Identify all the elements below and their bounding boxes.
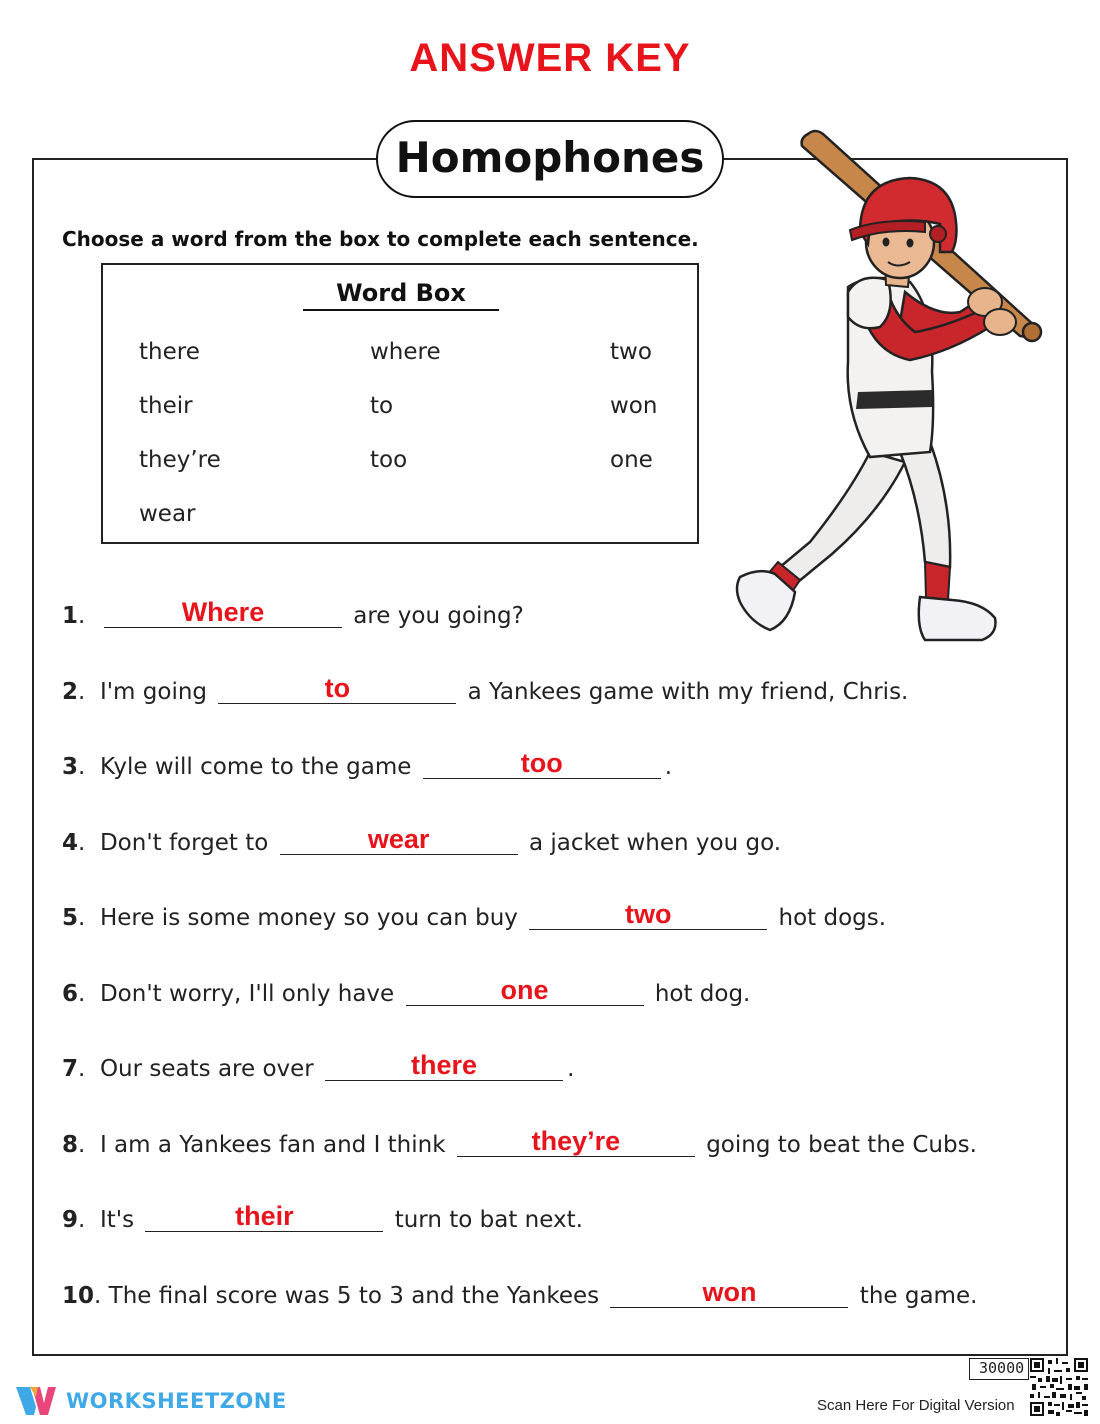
question-4: 4. Don't forget to wear a jacket when you go.: [62, 824, 782, 856]
word-box-word: too: [370, 447, 408, 473]
answer-text: two: [624, 899, 672, 929]
question-text-after: a Yankees game with my friend, Chris.: [467, 679, 909, 705]
page-title: Homophones: [376, 120, 724, 198]
question-text-after: .: [567, 1056, 575, 1082]
answer-blank[interactable]: [529, 899, 767, 930]
qr-code-icon[interactable]: [1030, 1358, 1088, 1416]
word-box-word: won: [610, 393, 658, 419]
question-7: 7. Our seats are over there .: [62, 1050, 575, 1082]
question-number: 3: [62, 754, 79, 780]
question-text-after: .: [664, 754, 673, 780]
word-box-word: wear: [139, 501, 196, 527]
worksheet-code: 30000: [969, 1358, 1029, 1380]
answer-key-heading: ANSWER KEY: [409, 36, 691, 80]
answer-blank[interactable]: [280, 824, 518, 855]
instructions-text: Choose a word from the box to complete each sentence.: [62, 227, 699, 251]
answer-blank[interactable]: [406, 975, 644, 1006]
question-text-before: It's: [99, 1207, 135, 1233]
answer-text: there: [411, 1050, 478, 1080]
question-10: 10. The final score was 5 to 3 and the Yankees won the game.: [62, 1277, 978, 1309]
question-6: 6. Don't worry, I'll only have one hot dog.: [62, 975, 751, 1007]
question-text-before: Don't forget to: [99, 830, 269, 856]
answer-blank[interactable]: [610, 1277, 848, 1308]
answer-blank[interactable]: [104, 597, 342, 628]
question-text-before: I'm going: [99, 679, 208, 705]
answer-text: wear: [367, 824, 430, 854]
question-number: 9: [62, 1207, 79, 1233]
question-number: 7: [62, 1056, 79, 1082]
answer-text: too: [520, 748, 563, 778]
question-2: 2. I'm going to a Yankees game with my friend, Chris.: [62, 673, 909, 705]
scan-text: Scan Here For Digital Version: [817, 1397, 1015, 1414]
question-text-before: Don't worry, I'll only have: [99, 981, 395, 1007]
answer-blank[interactable]: [325, 1050, 563, 1081]
answer-text: their: [235, 1201, 294, 1231]
baseball-batter-illustration: [720, 122, 1050, 652]
question-9: 9. It's their turn to bat next.: [62, 1201, 583, 1233]
word-box-word: their: [139, 393, 193, 419]
question-5: 5. Here is some money so you can buy two hot dogs.: [62, 899, 887, 931]
answer-blank[interactable]: [218, 673, 456, 704]
question-text-after: turn to bat next.: [394, 1207, 583, 1233]
answer-blank[interactable]: [457, 1126, 695, 1157]
answer-text: Where: [181, 597, 265, 627]
worksheetzone-logo[interactable]: [14, 1381, 287, 1421]
answer-text: they’re: [531, 1126, 621, 1156]
question-text-before: I am a Yankees fan and I think: [99, 1132, 446, 1158]
question-number: 5: [62, 905, 79, 931]
question-number: 4: [62, 830, 79, 856]
question-text-after: are you going?: [353, 603, 524, 629]
question-number: 1: [62, 603, 79, 629]
question-1: 1. Where are you going?: [62, 597, 524, 629]
word-box-word: two: [610, 339, 652, 365]
answer-blank[interactable]: [423, 748, 661, 779]
logo-text: WORKSHEETZONE: [66, 1389, 287, 1413]
question-text-before: Our seats are over: [99, 1056, 314, 1082]
word-box-word: to: [370, 393, 394, 419]
question-text-before: Kyle will come to the game: [99, 754, 412, 780]
question-number: 2: [62, 679, 79, 705]
answer-text: one: [500, 975, 549, 1005]
word-box: [101, 263, 699, 544]
worksheetzone-w-icon: [14, 1383, 58, 1419]
word-box-word: where: [370, 339, 441, 365]
word-box-word: they’re: [139, 447, 221, 473]
question-text-before: Here is some money so you can buy: [99, 905, 518, 931]
question-text-after: going to beat the Cubs.: [706, 1132, 977, 1158]
question-text-after: hot dogs.: [778, 905, 887, 931]
word-box-word: one: [610, 447, 653, 473]
question-number: 10: [62, 1283, 95, 1309]
question-3: 3. Kyle will come to the game too .: [62, 748, 673, 780]
question-8: 8. I am a Yankees fan and I think they’re going to beat the Cubs.: [62, 1126, 977, 1158]
question-text-after: the game.: [859, 1283, 978, 1309]
answer-text: to: [324, 673, 351, 703]
question-number: 6: [62, 981, 79, 1007]
question-text-after: hot dog.: [654, 981, 751, 1007]
answer-blank[interactable]: [145, 1201, 383, 1232]
answer-text: won: [702, 1277, 757, 1307]
word-box-word: there: [139, 339, 200, 365]
question-number: 8: [62, 1132, 79, 1158]
question-text-before: The final score was 5 to 3 and the Yankees: [108, 1283, 600, 1309]
question-text-after: a jacket when you go.: [528, 830, 782, 856]
word-box-title: Word Box: [303, 279, 499, 311]
